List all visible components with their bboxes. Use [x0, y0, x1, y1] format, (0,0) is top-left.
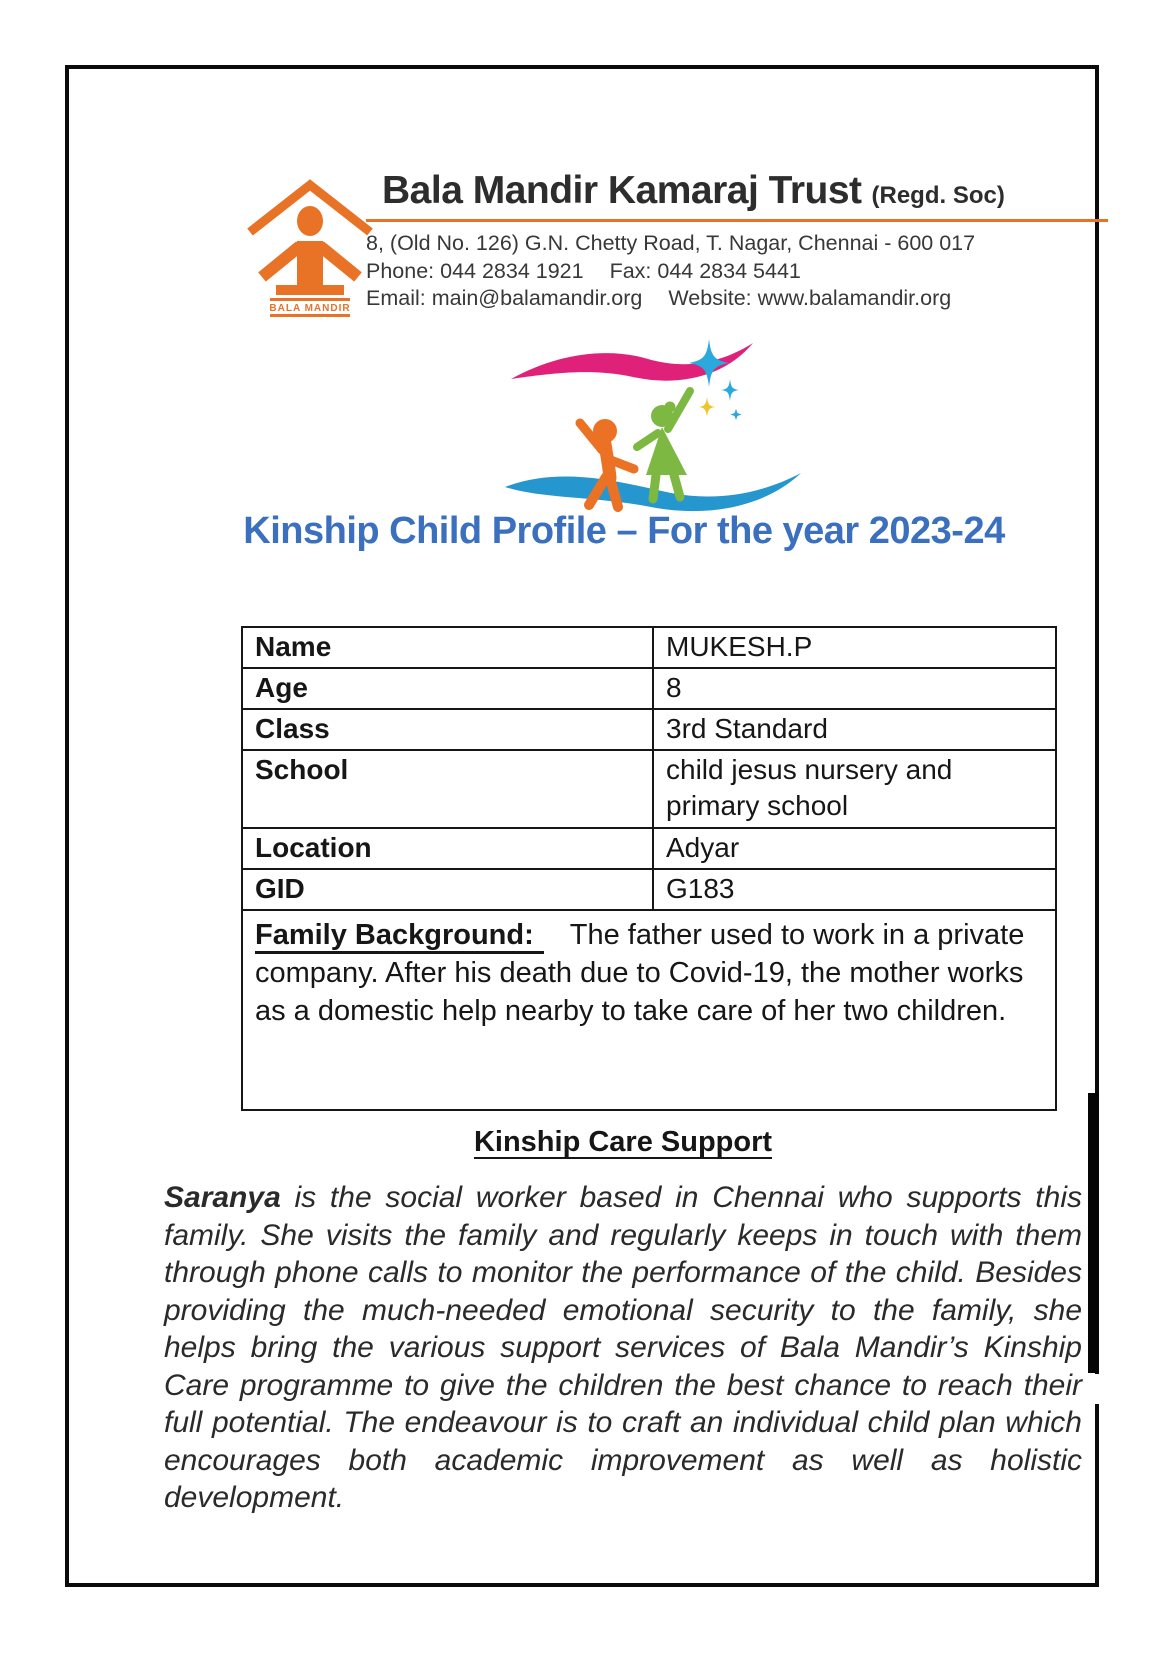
- family-background-cell: [242, 910, 1056, 1110]
- row-class-label: Class: [242, 709, 653, 750]
- green-child-right-leg: [674, 475, 680, 497]
- logo-caption-rule-bottom: [270, 314, 350, 317]
- org-email-line: [366, 285, 1108, 313]
- page-border-frame: [65, 65, 1099, 1587]
- family-background-row: [242, 910, 1056, 1110]
- row-age-value: 8: [653, 668, 1056, 709]
- scan-artifact-border-gap: [1092, 1374, 1101, 1404]
- scan-artifact-thick-border: [1088, 1093, 1099, 1373]
- logo-person-head: [297, 206, 323, 236]
- star-icon-tiny: [731, 409, 742, 420]
- org-email: Email: main@balamandir.org: [366, 286, 643, 310]
- support-section-heading: Kinship Care Support: [473, 1126, 773, 1158]
- family-background-label: Family Background:: [255, 919, 544, 954]
- page-title: Kinship Child Profile – For the year 2023-24: [243, 510, 1005, 552]
- org-logo-icon: [239, 171, 381, 317]
- star-icon-small-teal: [721, 379, 739, 401]
- table-row: [242, 828, 1056, 869]
- org-header-text: [366, 169, 1108, 313]
- family-background-text: The father used to work in a private company. After his death due to Covid-19, the mother works as a domestic help nearby to take care of her two children.: [255, 919, 1025, 1027]
- table-row: [242, 869, 1056, 910]
- row-name-label: Name: [242, 627, 653, 668]
- row-class-value: 3rd Standard: [653, 709, 1056, 750]
- org-website: Website: www.balamandir.org: [668, 286, 952, 310]
- org-accent-rule: [366, 219, 1108, 222]
- row-school-value: child jesus nursery and primary school: [653, 750, 1056, 828]
- row-school-label: School: [242, 750, 653, 828]
- org-address: 8, (Old No. 126) G.N. Chetty Road, T. Nagar, Chennai - 600 017: [366, 231, 976, 255]
- table-row: [242, 627, 1056, 668]
- table-row: [242, 750, 1056, 828]
- org-name: Bala Mandir Kamaraj Trust: [382, 169, 862, 212]
- logo-pedestal: [276, 285, 344, 295]
- children-logo-icon: [493, 327, 813, 514]
- org-phone: Phone: 044 2834 1921: [366, 258, 584, 283]
- row-location-value: Adyar: [653, 828, 1056, 869]
- green-child-lower-arm: [637, 433, 658, 447]
- star-icon-yellow: [699, 397, 715, 417]
- star-icon-large: [689, 339, 729, 387]
- row-gid-value: G183: [653, 869, 1056, 910]
- row-age-label: Age: [242, 668, 653, 709]
- org-phone-line: [366, 258, 1108, 286]
- row-name-value: MUKESH.P: [653, 627, 1056, 668]
- org-logo-caption: BALA MANDIR: [269, 303, 351, 314]
- social-worker-name: Saranya: [164, 1181, 281, 1214]
- support-paragraph-text: is the social worker based in Chennai who supports this family. She visits the family and regularly keeps in touch with them through phone calls to monitor the performance of the child. Besides providing the much-needed emotional security to the family, she helps bring the various support services of Bala Mandir’s Kinship Care programme to give the children the best chance to reach their full potential. The endeavour is to craft an individual child plan which encourages both academic improvement as well as holistic development.: [164, 1181, 1082, 1514]
- table-row: [242, 668, 1056, 709]
- org-registration-suffix: (Regd. Soc): [871, 182, 1005, 209]
- row-location-label: Location: [242, 828, 653, 869]
- logo-caption-rule-top: [270, 298, 350, 301]
- row-gid-label: GID: [242, 869, 653, 910]
- logo-person-left-arm: [262, 246, 300, 277]
- logo-person-right-arm: [320, 246, 358, 277]
- support-section-paragraph: [164, 1179, 1082, 1517]
- org-fax: Fax: 044 2834 5441: [609, 258, 801, 283]
- table-row: [242, 709, 1056, 750]
- child-profile-table: [241, 626, 1057, 1111]
- green-child-left-leg: [653, 475, 656, 499]
- green-child-hair: [665, 402, 676, 413]
